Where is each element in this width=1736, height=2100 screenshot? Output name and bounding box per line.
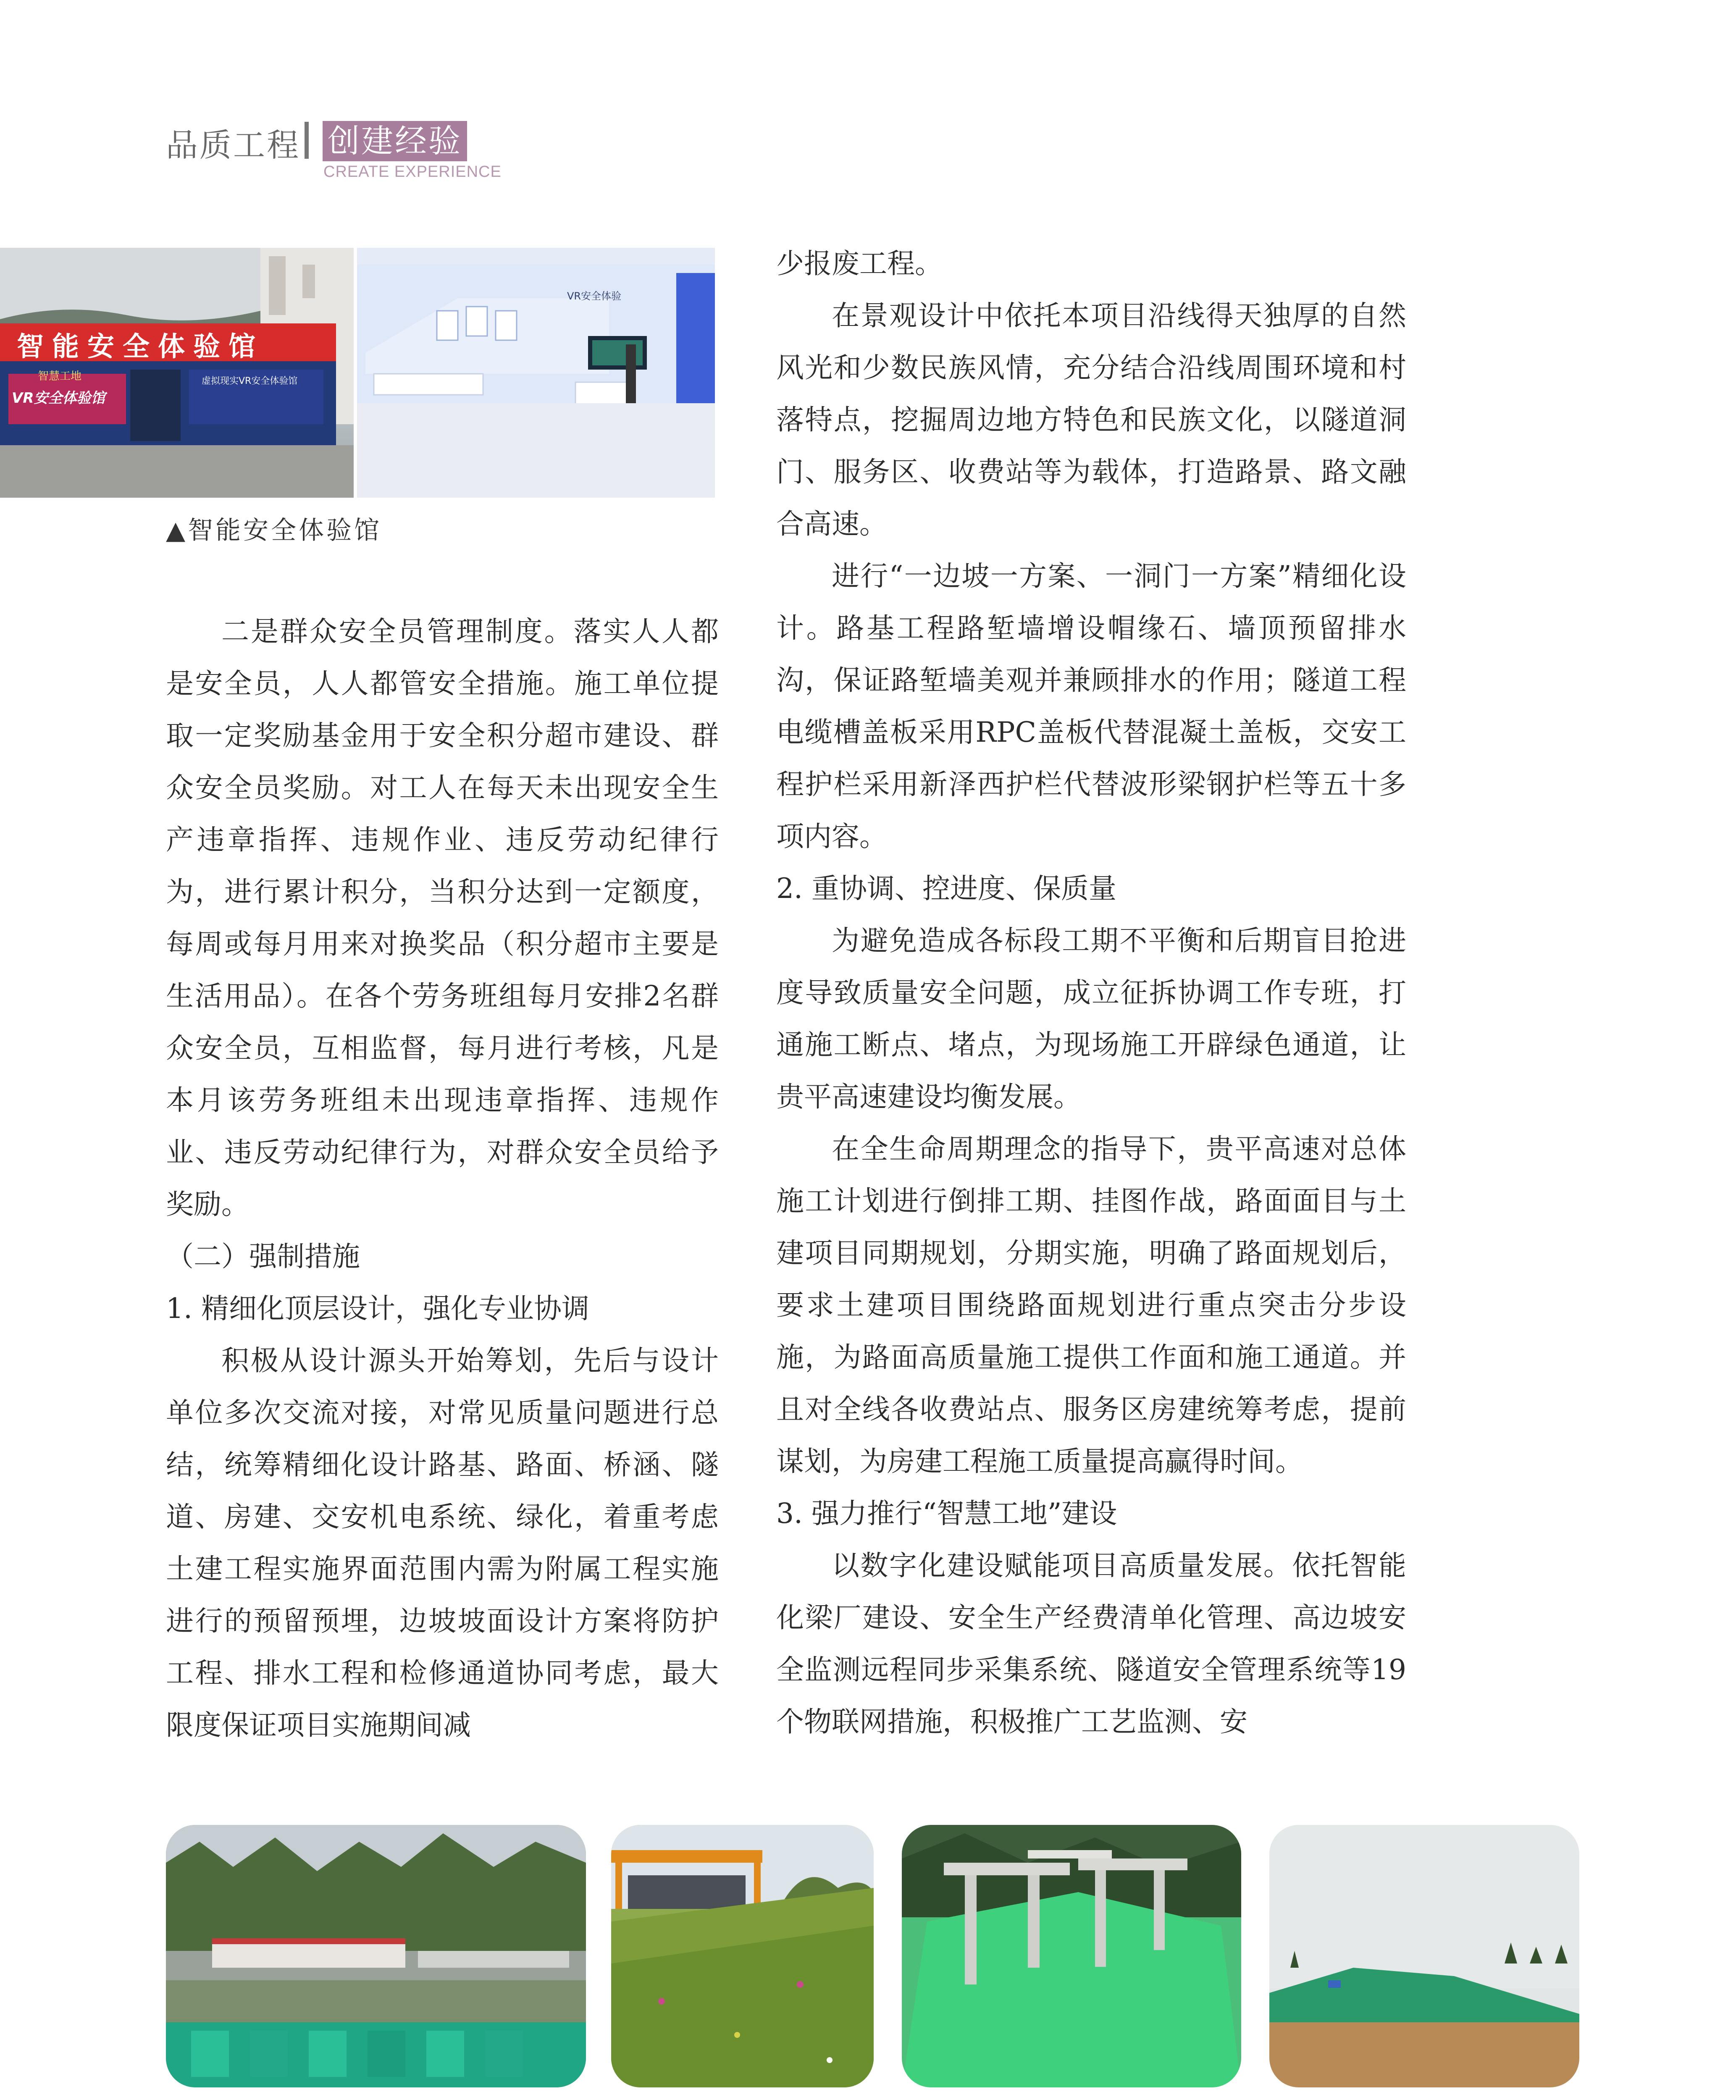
photo-staged-excavation xyxy=(166,1825,586,2087)
caption-top-photo: ▲智能安全体验馆 xyxy=(166,516,382,545)
paragraph-refined-design: 进行“一边坡一方案、一洞门一方案”精细化设计。路基工程路堑墙增设帽缘石、墙顶预留排水沟，保证路堑墙美观并兼顾排水的作用；隧道工程电缆槽盖板采用RPC盖板代替混凝土盖板，交安工程护栏采用新泽西护栏代替波形梁钢护栏等五十多项内容。 xyxy=(776,560,1406,853)
hall-sign-huixi: 智慧工地 xyxy=(38,370,82,383)
right-text-column xyxy=(776,238,1406,1748)
paragraph-continuation: 少报废工程。 xyxy=(776,247,943,280)
left-text-column xyxy=(166,606,719,1751)
heading-coordination: 2. 重协调、控进度、保质量 xyxy=(776,872,1116,905)
section-title: 品质工程 xyxy=(166,126,300,164)
paragraph-schedule-balance: 为避免造成各标段工期不平衡和后期盲目抢进度导致质量安全问题，成立征拆协调工作专班，打通施工断点、堵点，为现场施工开辟绿色通道，让贵平高速建设均衡发展。 xyxy=(776,924,1406,1113)
heading-smart-site: 3. 强力推行“智慧工地”建设 xyxy=(776,1497,1117,1530)
section-tag-english: CREATE EXPERIENCE xyxy=(323,163,502,181)
paragraph-digitalization: 以数字化建设赋能项目高质量发展。依托智能化梁厂建设、安全生产经费清单化管理、高边坡安全监测远程同步采集系统、隧道安全管理系统等19个物联网措施，积极推广工艺监测、安 xyxy=(776,1549,1406,1738)
photo-slope-ecological xyxy=(611,1825,874,2087)
vr-wall-text: VR安全体验 xyxy=(567,290,622,302)
paragraph-life-cycle: 在全生命周期理念的指导下，贵平高速对总体施工计划进行倒排工期、挂图作战，路面面目与土建项目同期规划，分期实施，明确了路面规划后，要求土建项目围绕路面规划进行重点突击分步设施，为路面高质量施工提供工作面和施工通道。并且对全线各收费站点、服务区房建统筹考虑，提前谋划，为房建工程施工质量提高赢得时间。 xyxy=(776,1133,1406,1478)
header-divider xyxy=(305,122,309,159)
heading-top-level-design: 1. 精细化顶层设计，强化专业协调 xyxy=(166,1292,589,1325)
photo-topsoil-storage xyxy=(1269,1825,1579,2087)
heading-mandatory-measures: （二）强制措施 xyxy=(166,1240,360,1273)
hall-sign-main: 智能安全体验馆 xyxy=(17,331,264,362)
paragraph-design-source: 积极从设计源头开始筹划，先后与设计单位多次交流对接，对常见质量问题进行总结，统筹精细化设计路基、路面、桥涵、隧道、房建、交安机电系统、绿化，着重考虑土建工程实施界面范围内需为附属工程实施进行的预留预埋，边坡坡面设计方案将防护工程、排水工程和检修通道协同考虑，最大限度保证项目实施期间减 xyxy=(166,1344,719,1741)
hall-sign-banner: 虚拟现实VR安全体验馆 xyxy=(202,376,298,386)
paragraph-landscape-design: 在景观设计中依托本项目沿线得天独厚的自然风光和少数民族风情，充分结合沿线周围环境和村落特点，挖掘周边地方特色和民族文化，以隧道洞门、服务区、收费站等为载体，打造路景、路文融合高速。 xyxy=(776,299,1406,540)
photo-vr-room-interior xyxy=(357,248,715,498)
hall-sign-vr: VR安全体验馆 xyxy=(12,390,105,407)
photo-bridge-greening xyxy=(902,1825,1241,2087)
photo-safety-hall-exterior xyxy=(0,248,354,498)
section-tag: 创建经验 xyxy=(323,121,467,161)
paragraph-safety-officer: 二是群众安全员管理制度。落实人人都是安全员，人人都管安全措施。施工单位提取一定奖励基金用于安全积分超市建设、群众安全员奖励。对工人在每天未出现安全生产违章指挥、违规作业、违反劳动纪律行为，进行累计积分，当积分达到一定额度，每周或每月用来对换奖品（积分超市主要是生活用品）。在各个劳务班组每月安排2名群众安全员，互相监督，每月进行考核，凡是本月该劳务班组未出现违章指挥、违规作业、违反劳动纪律行为，对群众安全员给予奖励。 xyxy=(166,615,719,1221)
